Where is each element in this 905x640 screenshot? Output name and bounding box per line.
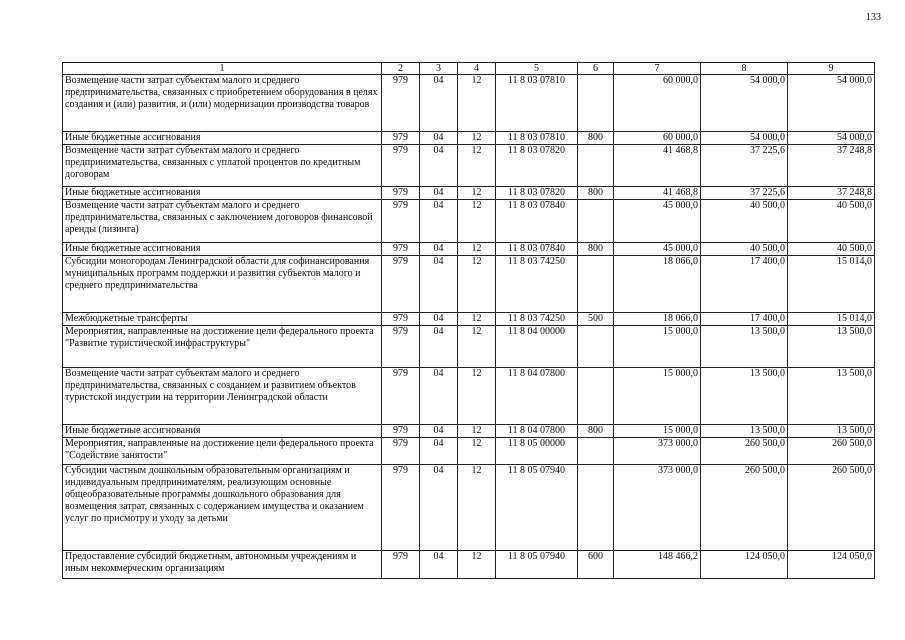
row-name: Иные бюджетные ассигнования bbox=[63, 243, 382, 256]
cell-target-article: 11 8 03 07840 bbox=[496, 200, 578, 243]
cell-section: 04 bbox=[420, 256, 458, 313]
row-name: Возмещение части затрат субъектам малого и среднего предпринимательства, связанных с уплатой процентов по кредитным договорам bbox=[63, 145, 382, 187]
cell-amount-2: 37 225,6 bbox=[701, 187, 788, 200]
cell-grbs: 979 bbox=[382, 75, 420, 132]
cell-target-article: 11 8 05 07940 bbox=[496, 465, 578, 551]
cell-amount-3: 260 500,0 bbox=[788, 465, 875, 551]
cell-amount-1: 15 000,0 bbox=[614, 326, 701, 368]
cell-expense-type bbox=[578, 465, 614, 551]
cell-expense-type bbox=[578, 438, 614, 465]
cell-amount-1: 373 000,0 bbox=[614, 438, 701, 465]
cell-amount-2: 54 000,0 bbox=[701, 132, 788, 145]
page-number: 133 bbox=[866, 12, 881, 23]
budget-table bbox=[62, 62, 875, 579]
cell-amount-3: 15 014,0 bbox=[788, 313, 875, 326]
cell-grbs: 979 bbox=[382, 200, 420, 243]
column-header: 8 bbox=[701, 63, 788, 75]
table-row bbox=[63, 425, 875, 438]
table-row bbox=[63, 145, 875, 187]
column-header: 3 bbox=[420, 63, 458, 75]
row-name: Субсидии моногородам Ленинградской области для софинансирования муниципальных программ поддержки и развития субъектов малого и среднего предпринимательства bbox=[63, 256, 382, 313]
table-row bbox=[63, 187, 875, 200]
cell-amount-3: 54 000,0 bbox=[788, 132, 875, 145]
cell-amount-3: 13 500,0 bbox=[788, 368, 875, 425]
column-header: 7 bbox=[614, 63, 701, 75]
cell-subsection: 12 bbox=[458, 438, 496, 465]
cell-amount-1: 60 000,0 bbox=[614, 132, 701, 145]
cell-amount-2: 17 400,0 bbox=[701, 313, 788, 326]
cell-grbs: 979 bbox=[382, 256, 420, 313]
cell-subsection: 12 bbox=[458, 256, 496, 313]
cell-expense-type: 800 bbox=[578, 132, 614, 145]
cell-grbs: 979 bbox=[382, 313, 420, 326]
cell-target-article: 11 8 03 07820 bbox=[496, 145, 578, 187]
cell-section: 04 bbox=[420, 243, 458, 256]
cell-amount-3: 54 000,0 bbox=[788, 75, 875, 132]
cell-amount-1: 18 066,0 bbox=[614, 256, 701, 313]
cell-section: 04 bbox=[420, 438, 458, 465]
cell-section: 04 bbox=[420, 326, 458, 368]
cell-target-article: 11 8 03 07810 bbox=[496, 75, 578, 132]
cell-grbs: 979 bbox=[382, 368, 420, 425]
cell-amount-3: 124 050,0 bbox=[788, 551, 875, 579]
cell-section: 04 bbox=[420, 200, 458, 243]
cell-subsection: 12 bbox=[458, 243, 496, 256]
cell-subsection: 12 bbox=[458, 313, 496, 326]
cell-grbs: 979 bbox=[382, 551, 420, 579]
column-header: 4 bbox=[458, 63, 496, 75]
cell-expense-type bbox=[578, 368, 614, 425]
cell-section: 04 bbox=[420, 132, 458, 145]
cell-amount-2: 54 000,0 bbox=[701, 75, 788, 132]
cell-amount-3: 15 014,0 bbox=[788, 256, 875, 313]
cell-grbs: 979 bbox=[382, 425, 420, 438]
header-row bbox=[63, 63, 875, 75]
row-name: Мероприятия, направленные на достижение цели федерального проекта "Содействие занятости" bbox=[63, 438, 382, 465]
cell-grbs: 979 bbox=[382, 438, 420, 465]
row-name: Межбюджетные трансферты bbox=[63, 313, 382, 326]
row-name: Мероприятия, направленные на достижение цели федерального проекта "Развитие туристической инфраструктуры" bbox=[63, 326, 382, 368]
column-header: 6 bbox=[578, 63, 614, 75]
cell-expense-type: 600 bbox=[578, 551, 614, 579]
table-body bbox=[63, 75, 875, 579]
column-header: 1 bbox=[63, 63, 382, 75]
cell-amount-3: 37 248,8 bbox=[788, 145, 875, 187]
cell-target-article: 11 8 03 74250 bbox=[496, 313, 578, 326]
cell-amount-1: 18 066,0 bbox=[614, 313, 701, 326]
row-name: Иные бюджетные ассигнования bbox=[63, 187, 382, 200]
cell-expense-type bbox=[578, 256, 614, 313]
cell-section: 04 bbox=[420, 313, 458, 326]
cell-expense-type bbox=[578, 75, 614, 132]
cell-grbs: 979 bbox=[382, 326, 420, 368]
row-name: Иные бюджетные ассигнования bbox=[63, 132, 382, 145]
cell-target-article: 11 8 04 00000 bbox=[496, 326, 578, 368]
cell-section: 04 bbox=[420, 465, 458, 551]
cell-amount-1: 41 468,8 bbox=[614, 145, 701, 187]
table-row bbox=[63, 132, 875, 145]
cell-grbs: 979 bbox=[382, 465, 420, 551]
cell-expense-type bbox=[578, 326, 614, 368]
cell-amount-2: 13 500,0 bbox=[701, 326, 788, 368]
cell-section: 04 bbox=[420, 145, 458, 187]
cell-amount-1: 373 000,0 bbox=[614, 465, 701, 551]
table-row bbox=[63, 326, 875, 368]
cell-section: 04 bbox=[420, 75, 458, 132]
cell-amount-1: 60 000,0 bbox=[614, 75, 701, 132]
cell-expense-type bbox=[578, 145, 614, 187]
cell-amount-3: 40 500,0 bbox=[788, 200, 875, 243]
cell-target-article: 11 8 05 07940 bbox=[496, 551, 578, 579]
cell-target-article: 11 8 03 07840 bbox=[496, 243, 578, 256]
cell-grbs: 979 bbox=[382, 187, 420, 200]
table-row bbox=[63, 200, 875, 243]
cell-amount-3: 13 500,0 bbox=[788, 425, 875, 438]
row-name: Возмещение части затрат субъектам малого и среднего предпринимательства, связанных с созданием и развитием объектов туристской индустрии на территории Ленинградской области bbox=[63, 368, 382, 425]
cell-subsection: 12 bbox=[458, 145, 496, 187]
cell-expense-type: 800 bbox=[578, 187, 614, 200]
cell-target-article: 11 8 03 74250 bbox=[496, 256, 578, 313]
cell-section: 04 bbox=[420, 187, 458, 200]
cell-amount-1: 15 000,0 bbox=[614, 425, 701, 438]
column-header: 5 bbox=[496, 63, 578, 75]
cell-subsection: 12 bbox=[458, 425, 496, 438]
cell-amount-1: 45 000,0 bbox=[614, 200, 701, 243]
cell-expense-type: 800 bbox=[578, 425, 614, 438]
cell-subsection: 12 bbox=[458, 368, 496, 425]
cell-amount-2: 40 500,0 bbox=[701, 200, 788, 243]
row-name: Возмещение части затрат субъектам малого и среднего предпринимательства, связанных с приобретением оборудования в целях создания и (или) развития, и (или) модернизации производства товаров bbox=[63, 75, 382, 132]
cell-expense-type bbox=[578, 200, 614, 243]
cell-amount-2: 13 500,0 bbox=[701, 368, 788, 425]
column-header: 2 bbox=[382, 63, 420, 75]
cell-grbs: 979 bbox=[382, 243, 420, 256]
cell-amount-3: 260 500,0 bbox=[788, 438, 875, 465]
cell-target-article: 11 8 03 07820 bbox=[496, 187, 578, 200]
column-header: 9 bbox=[788, 63, 875, 75]
table-row bbox=[63, 465, 875, 551]
cell-expense-type: 500 bbox=[578, 313, 614, 326]
cell-amount-2: 260 500,0 bbox=[701, 465, 788, 551]
cell-amount-2: 124 050,0 bbox=[701, 551, 788, 579]
row-name: Предоставление субсидий бюджетным, автономным учреждениям и иным некоммерческим организациям bbox=[63, 551, 382, 579]
cell-section: 04 bbox=[420, 551, 458, 579]
table-row bbox=[63, 313, 875, 326]
cell-amount-3: 37 248,8 bbox=[788, 187, 875, 200]
cell-subsection: 12 bbox=[458, 187, 496, 200]
table-row bbox=[63, 551, 875, 579]
cell-target-article: 11 8 05 00000 bbox=[496, 438, 578, 465]
cell-amount-2: 17 400,0 bbox=[701, 256, 788, 313]
row-name: Субсидии частным дошкольным образовательным организациям и индивидуальным предпринимателям, реализующим основные общеобразовательные программы дошкольного образования для возмещения затрат, связанных с содержанием имущества и оказанием услуг по присмотру и уходу за детьми bbox=[63, 465, 382, 551]
cell-amount-1: 41 468,8 bbox=[614, 187, 701, 200]
cell-subsection: 12 bbox=[458, 326, 496, 368]
cell-expense-type: 800 bbox=[578, 243, 614, 256]
cell-grbs: 979 bbox=[382, 132, 420, 145]
cell-amount-2: 13 500,0 bbox=[701, 425, 788, 438]
cell-amount-1: 15 000,0 bbox=[614, 368, 701, 425]
cell-amount-2: 40 500,0 bbox=[701, 243, 788, 256]
cell-section: 04 bbox=[420, 425, 458, 438]
cell-subsection: 12 bbox=[458, 551, 496, 579]
cell-amount-2: 260 500,0 bbox=[701, 438, 788, 465]
row-name: Возмещение части затрат субъектам малого и среднего предпринимательства, связанных с заключением договоров финансовой аренды (лизинга) bbox=[63, 200, 382, 243]
table-row bbox=[63, 438, 875, 465]
cell-subsection: 12 bbox=[458, 465, 496, 551]
cell-amount-3: 13 500,0 bbox=[788, 326, 875, 368]
cell-section: 04 bbox=[420, 368, 458, 425]
cell-amount-1: 148 466,2 bbox=[614, 551, 701, 579]
table-row bbox=[63, 368, 875, 425]
cell-target-article: 11 8 04 07800 bbox=[496, 425, 578, 438]
table-row bbox=[63, 243, 875, 256]
cell-target-article: 11 8 04 07800 bbox=[496, 368, 578, 425]
cell-subsection: 12 bbox=[458, 200, 496, 243]
row-name: Иные бюджетные ассигнования bbox=[63, 425, 382, 438]
cell-amount-2: 37 225,6 bbox=[701, 145, 788, 187]
cell-target-article: 11 8 03 07810 bbox=[496, 132, 578, 145]
cell-amount-1: 45 000,0 bbox=[614, 243, 701, 256]
cell-amount-3: 40 500,0 bbox=[788, 243, 875, 256]
cell-grbs: 979 bbox=[382, 145, 420, 187]
cell-subsection: 12 bbox=[458, 75, 496, 132]
table-row bbox=[63, 256, 875, 313]
table-row bbox=[63, 75, 875, 132]
cell-subsection: 12 bbox=[458, 132, 496, 145]
